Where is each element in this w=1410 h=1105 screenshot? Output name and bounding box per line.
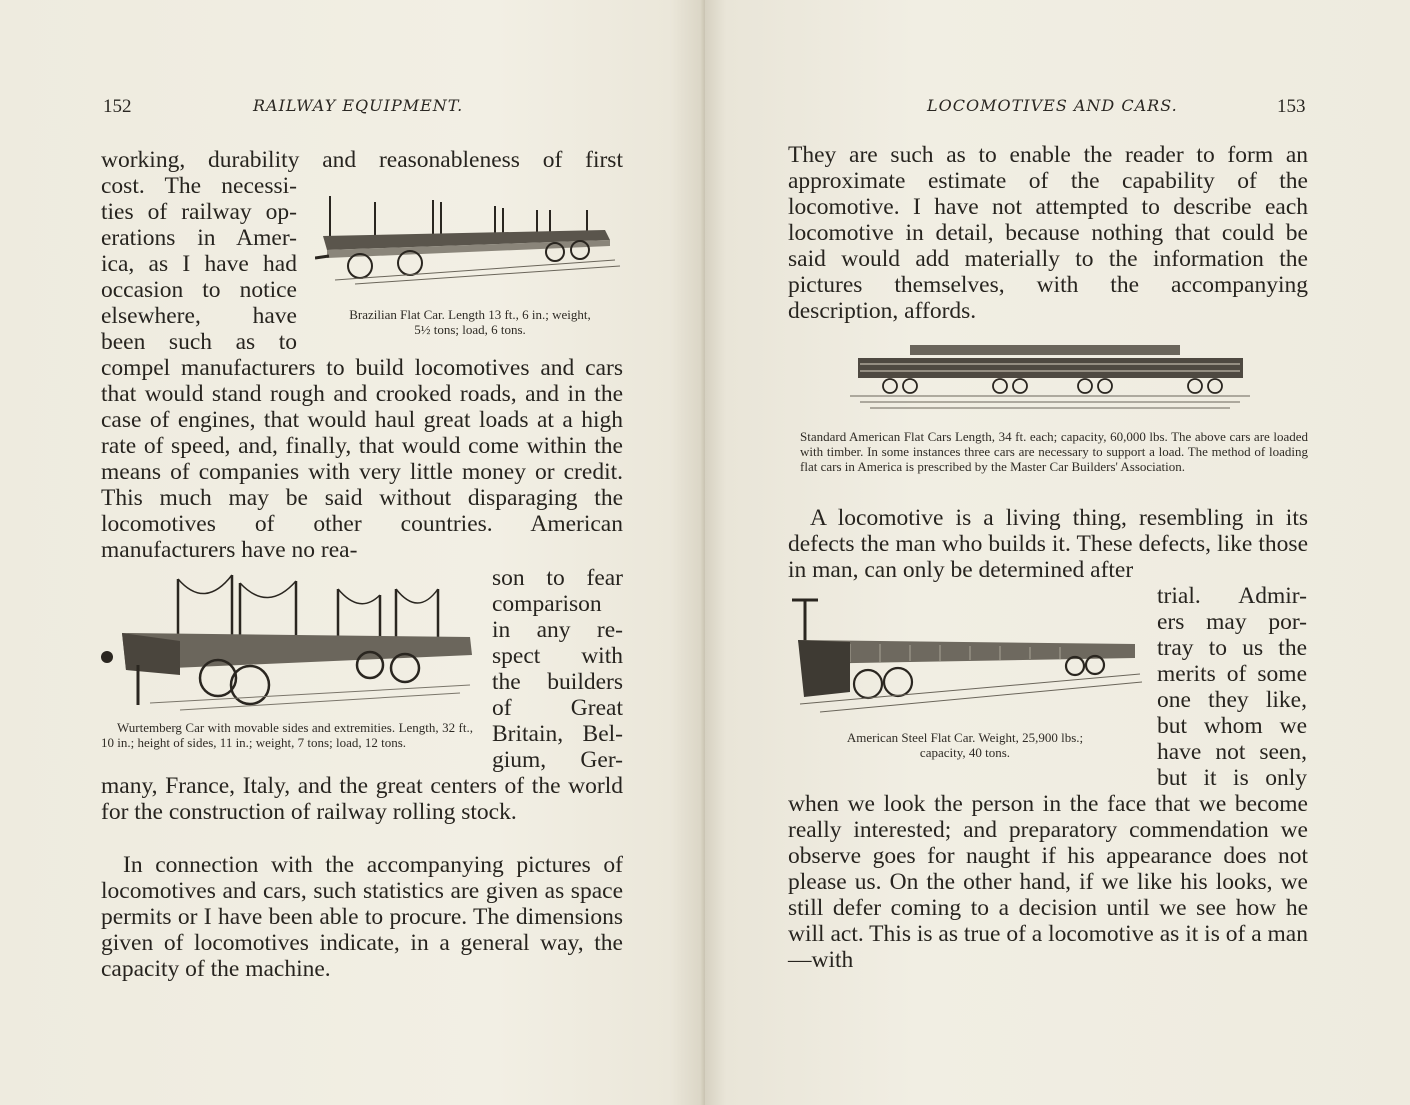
steel-flat-car-illustration-icon	[790, 592, 1145, 717]
left-running-head	[253, 96, 463, 116]
wurtemberg-car-caption	[101, 720, 473, 750]
text-line: spect with	[492, 643, 623, 669]
american-steel-flat-car-caption	[800, 730, 1130, 760]
right-page	[705, 0, 1410, 1105]
left-page-number	[103, 96, 132, 118]
text-line: son to fear	[492, 565, 623, 591]
text-line: ica, as I have had	[101, 251, 297, 277]
right-paragraph-1	[788, 142, 1308, 324]
text-line: cost. The necessi-	[101, 173, 297, 199]
text-line: one they like,	[1157, 687, 1307, 713]
text-line: the builders	[492, 669, 623, 695]
left-paragraph-1-end	[101, 773, 623, 825]
right-paragraph-2-end	[788, 791, 1308, 973]
paragraph: compel manufacturers to build locomotives and cars that would stand rough and crooked roads, and in the case of engines, that would haul great loads at a high rate of speed, and, finally, that would come within the means of companies with very little money or credit. This much may be said without disparaging the locomotives of other countries. American manufacturers have no rea-	[101, 355, 623, 563]
left-paragraph-2	[101, 852, 623, 982]
paragraph: when we look the person in the face that we become really interested; and preparatory commendation we observe goes for naught if his appearance does not please us. On the other hand, if we like his looks, we still defer coming to a decision until we see how he will act. This is as true of a locomotive as it is of a man—with	[788, 791, 1308, 973]
left-first-line: working, durability and reasonableness of first	[101, 147, 623, 173]
paragraph: A locomotive is a living thing, resembling in its defects the man who builds it. These defects, like those in man, can only be determined after	[788, 505, 1308, 583]
paragraph: In connection with the accompanying pictures of locomotives and cars, such statistics are given as space permits or I have been able to procure. The dimensions given of locomotives indicate, in a general way, the capacity of the machine.	[101, 852, 623, 982]
running-head-text: LOCOMOTIVES AND CARS.	[927, 96, 1178, 115]
text-line: but whom we	[1157, 713, 1307, 739]
flat-car-illustration-icon	[315, 188, 625, 288]
right-running-head	[927, 96, 1178, 116]
text-line: have not seen,	[1157, 739, 1307, 765]
text-line: erations in Amer-	[101, 225, 297, 251]
left-wrap-column-1	[101, 173, 297, 355]
text-line: of Great	[492, 695, 623, 721]
right-paragraph-2-start	[788, 505, 1308, 583]
caption-line: Brazilian Flat Car. Length 13 ft., 6 in.; weight,	[349, 307, 591, 322]
wurtemberg-car-illustration-icon	[100, 565, 480, 715]
left-wrap-column-2	[492, 565, 623, 773]
paragraph: They are such as to enable the reader to form an approximate estimate of the capability of the locomotive. I have not attempted to describe each locomotive in detail, because nothing that could be said would add materially to the information the pictures themselves, with the accompanying description, affords.	[788, 142, 1308, 324]
text-line: ties of railway op-	[101, 199, 297, 225]
brazilian-flat-car-figure	[315, 188, 625, 288]
text-line: Britain, Bel-	[492, 721, 623, 747]
american-steel-flat-car-figure	[790, 592, 1145, 717]
running-head-text: RAILWAY EQUIPMENT.	[253, 96, 464, 115]
text-line: been such as to	[101, 329, 297, 355]
brazilian-flat-car-caption	[314, 307, 626, 337]
caption-text: Standard American Flat Cars Length, 34 ft. each; capacity, 60,000 lbs. The above cars are loaded with timber. In some instances three cars are necessary to support a load. The method of loading flat cars in America is prescribed by the Master Car Builders' Association.	[800, 429, 1308, 474]
right-page-number	[1277, 96, 1306, 118]
page-number: 152	[103, 96, 132, 117]
text-line: trial. Admir-	[1157, 583, 1307, 609]
text-line: in any re-	[492, 617, 623, 643]
flat-cars-illustration-icon	[850, 340, 1250, 415]
standard-american-flat-cars-caption	[800, 429, 1308, 474]
text-line: merits of some	[1157, 661, 1307, 687]
text-line: ers may por-	[1157, 609, 1307, 635]
page-number: 153	[1277, 96, 1306, 117]
caption-line: American Steel Flat Car. Weight, 25,900 lbs.;	[846, 730, 1084, 745]
text-line: but it is only	[1157, 765, 1307, 791]
wurtemberg-car-figure	[100, 565, 480, 715]
caption-text: Wurtemberg Car with movable sides and extremities. Length, 32 ft., 10 in.; height of sides, 11 in.; weight, 7 tons; load, 12 tons.	[101, 720, 473, 750]
text-line: tray to us the	[1157, 635, 1307, 661]
paragraph: many, France, Italy, and the great centers of the world for the construction of railway rolling stock.	[101, 773, 623, 825]
left-paragraph-1-continued	[101, 355, 623, 563]
text-line: elsewhere, have	[101, 303, 297, 329]
text-line: comparison	[492, 591, 602, 617]
text-line: occasion to notice	[101, 277, 297, 303]
caption-line: capacity, 40 tons.	[919, 745, 1011, 760]
right-wrap-column	[1157, 583, 1307, 791]
text-line: gium, Ger-	[492, 747, 623, 773]
standard-american-flat-cars-figure	[850, 340, 1250, 415]
caption-line: 5½ tons; load, 6 tons.	[414, 322, 526, 337]
